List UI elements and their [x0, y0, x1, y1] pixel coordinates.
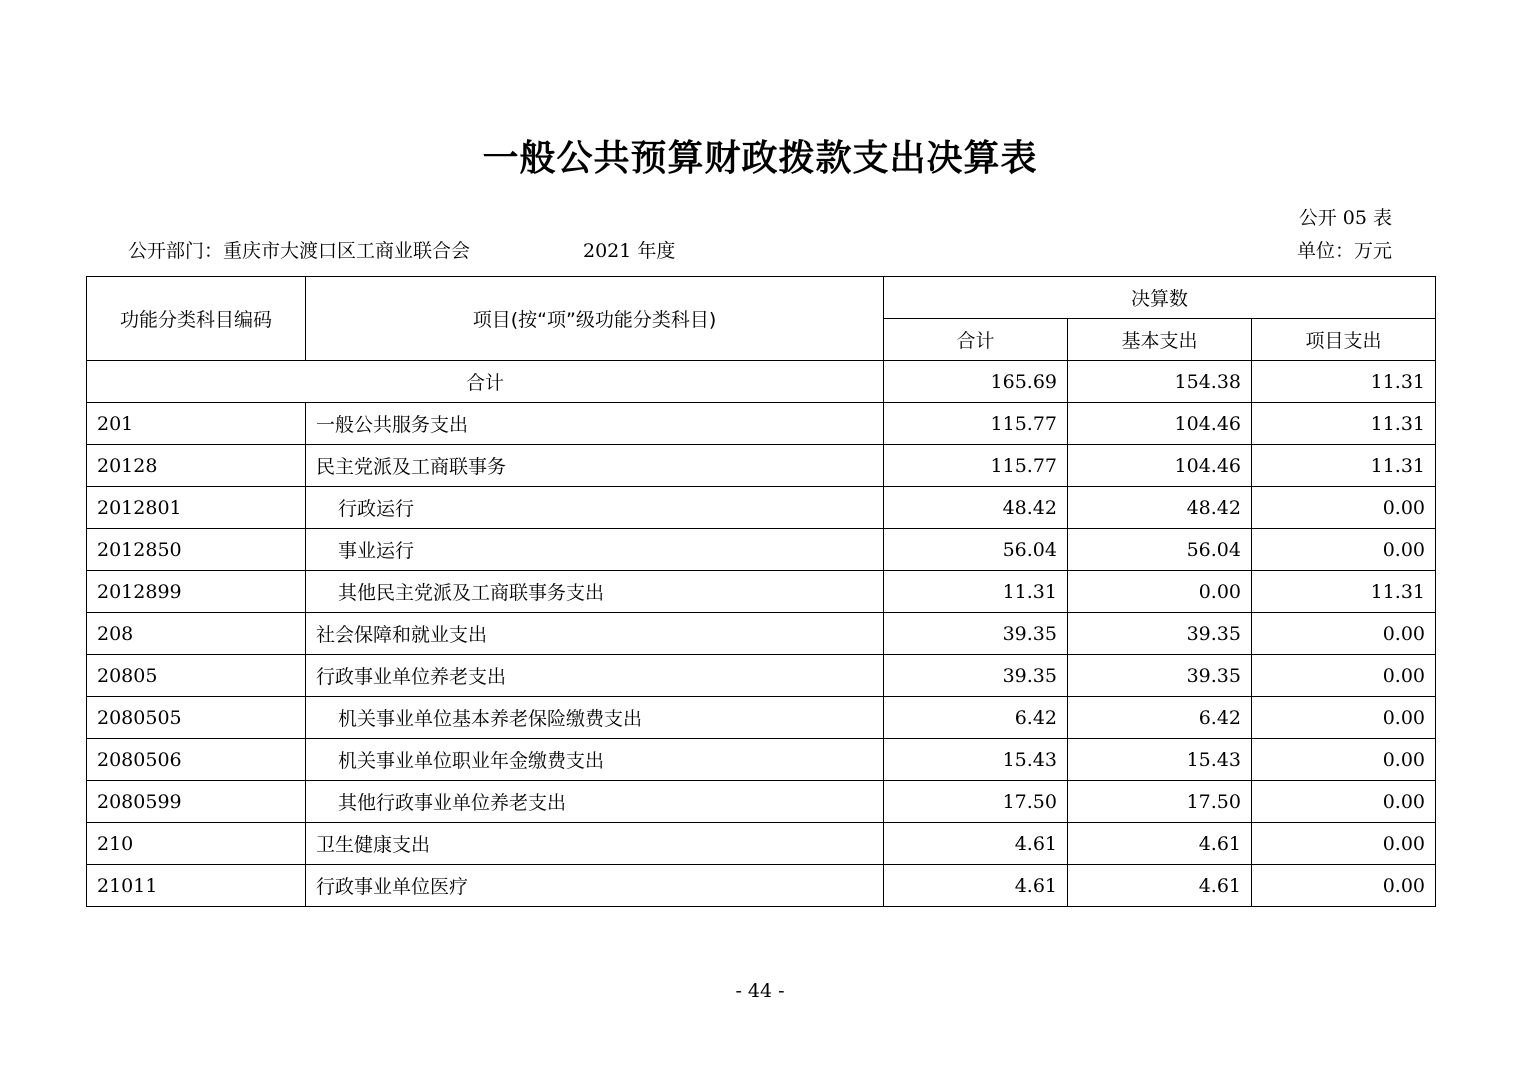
- row-project: 0.00: [1252, 865, 1436, 907]
- row-project: 0.00: [1252, 697, 1436, 739]
- header-group: 决算数: [884, 277, 1436, 319]
- row-basic: 39.35: [1068, 655, 1252, 697]
- row-basic: 4.61: [1068, 823, 1252, 865]
- row-code: 2080599: [87, 781, 306, 823]
- total-basic: 154.38: [1068, 361, 1252, 403]
- form-number: 公开 05 表: [1298, 207, 1392, 229]
- page-title: 一般公共预算财政拨款支出决算表: [482, 138, 1038, 179]
- row-basic: 56.04: [1068, 529, 1252, 571]
- row-project: 0.00: [1252, 655, 1436, 697]
- fiscal-year: 2021 年度: [583, 240, 676, 262]
- row-code: 2012899: [87, 571, 306, 613]
- row-code: 201: [87, 403, 306, 445]
- row-name: 卫生健康支出: [306, 823, 884, 865]
- table-row: [87, 571, 1436, 613]
- row-code: 208: [87, 613, 306, 655]
- row-code: 2080505: [87, 697, 306, 739]
- row-code: 20128: [87, 445, 306, 487]
- row-total: 6.42: [884, 697, 1068, 739]
- row-total: 11.31: [884, 571, 1068, 613]
- row-project: 0.00: [1252, 487, 1436, 529]
- row-name: 行政运行: [306, 487, 884, 529]
- budget-table: [86, 276, 1436, 907]
- row-name: 事业运行: [306, 529, 884, 571]
- row-name: 机关事业单位职业年金缴费支出: [306, 739, 884, 781]
- row-total: 17.50: [884, 781, 1068, 823]
- row-project: 0.00: [1252, 823, 1436, 865]
- row-project: 0.00: [1252, 529, 1436, 571]
- row-total: 15.43: [884, 739, 1068, 781]
- header-code: 功能分类科目编码: [87, 277, 306, 361]
- row-basic: 17.50: [1068, 781, 1252, 823]
- row-basic: 48.42: [1068, 487, 1252, 529]
- row-project: 11.31: [1252, 571, 1436, 613]
- row-name: 机关事业单位基本养老保险缴费支出: [306, 697, 884, 739]
- row-name: 社会保障和就业支出: [306, 613, 884, 655]
- header-basic: 基本支出: [1068, 319, 1252, 361]
- row-total: 4.61: [884, 823, 1068, 865]
- row-code: 210: [87, 823, 306, 865]
- row-project: 0.00: [1252, 613, 1436, 655]
- row-name: 行政事业单位养老支出: [306, 655, 884, 697]
- row-total: 4.61: [884, 865, 1068, 907]
- table-row: [87, 613, 1436, 655]
- row-name: 其他民主党派及工商联事务支出: [306, 571, 884, 613]
- header-total: 合计: [884, 319, 1068, 361]
- row-total: 115.77: [884, 403, 1068, 445]
- header-item: 项目(按“项”级功能分类科目): [306, 277, 884, 361]
- row-total: 39.35: [884, 655, 1068, 697]
- total-total: 165.69: [884, 361, 1068, 403]
- total-label: 合计: [87, 361, 884, 403]
- table-row: [87, 487, 1436, 529]
- row-code: 21011: [87, 865, 306, 907]
- row-total: 48.42: [884, 487, 1068, 529]
- row-project: 11.31: [1252, 403, 1436, 445]
- row-basic: 104.46: [1068, 403, 1252, 445]
- row-basic: 4.61: [1068, 865, 1252, 907]
- table-row: [87, 739, 1436, 781]
- row-name: 其他行政事业单位养老支出: [306, 781, 884, 823]
- total-row: [87, 361, 1436, 403]
- row-basic: 6.42: [1068, 697, 1252, 739]
- table-row: [87, 529, 1436, 571]
- row-total: 115.77: [884, 445, 1068, 487]
- header-project: 项目支出: [1252, 319, 1436, 361]
- row-code: 2012801: [87, 487, 306, 529]
- row-total: 39.35: [884, 613, 1068, 655]
- table-row: [87, 865, 1436, 907]
- department-label: 公开部门：重庆市大渡口区工商业联合会: [128, 240, 471, 262]
- row-project: 0.00: [1252, 739, 1436, 781]
- table-row: [87, 655, 1436, 697]
- row-code: 20805: [87, 655, 306, 697]
- row-basic: 0.00: [1068, 571, 1252, 613]
- row-basic: 15.43: [1068, 739, 1252, 781]
- table-row: [87, 781, 1436, 823]
- page-number: - 44 -: [735, 980, 785, 1002]
- row-code: 2012850: [87, 529, 306, 571]
- table-row: [87, 823, 1436, 865]
- row-name: 一般公共服务支出: [306, 403, 884, 445]
- row-name: 民主党派及工商联事务: [306, 445, 884, 487]
- unit-label: 单位：万元: [1296, 240, 1392, 262]
- row-code: 2080506: [87, 739, 306, 781]
- row-basic: 104.46: [1068, 445, 1252, 487]
- row-total: 56.04: [884, 529, 1068, 571]
- table-row: [87, 403, 1436, 445]
- table-row: [87, 697, 1436, 739]
- row-project: 0.00: [1252, 781, 1436, 823]
- total-project: 11.31: [1252, 361, 1436, 403]
- row-project: 11.31: [1252, 445, 1436, 487]
- table-row: [87, 445, 1436, 487]
- row-basic: 39.35: [1068, 613, 1252, 655]
- row-name: 行政事业单位医疗: [306, 865, 884, 907]
